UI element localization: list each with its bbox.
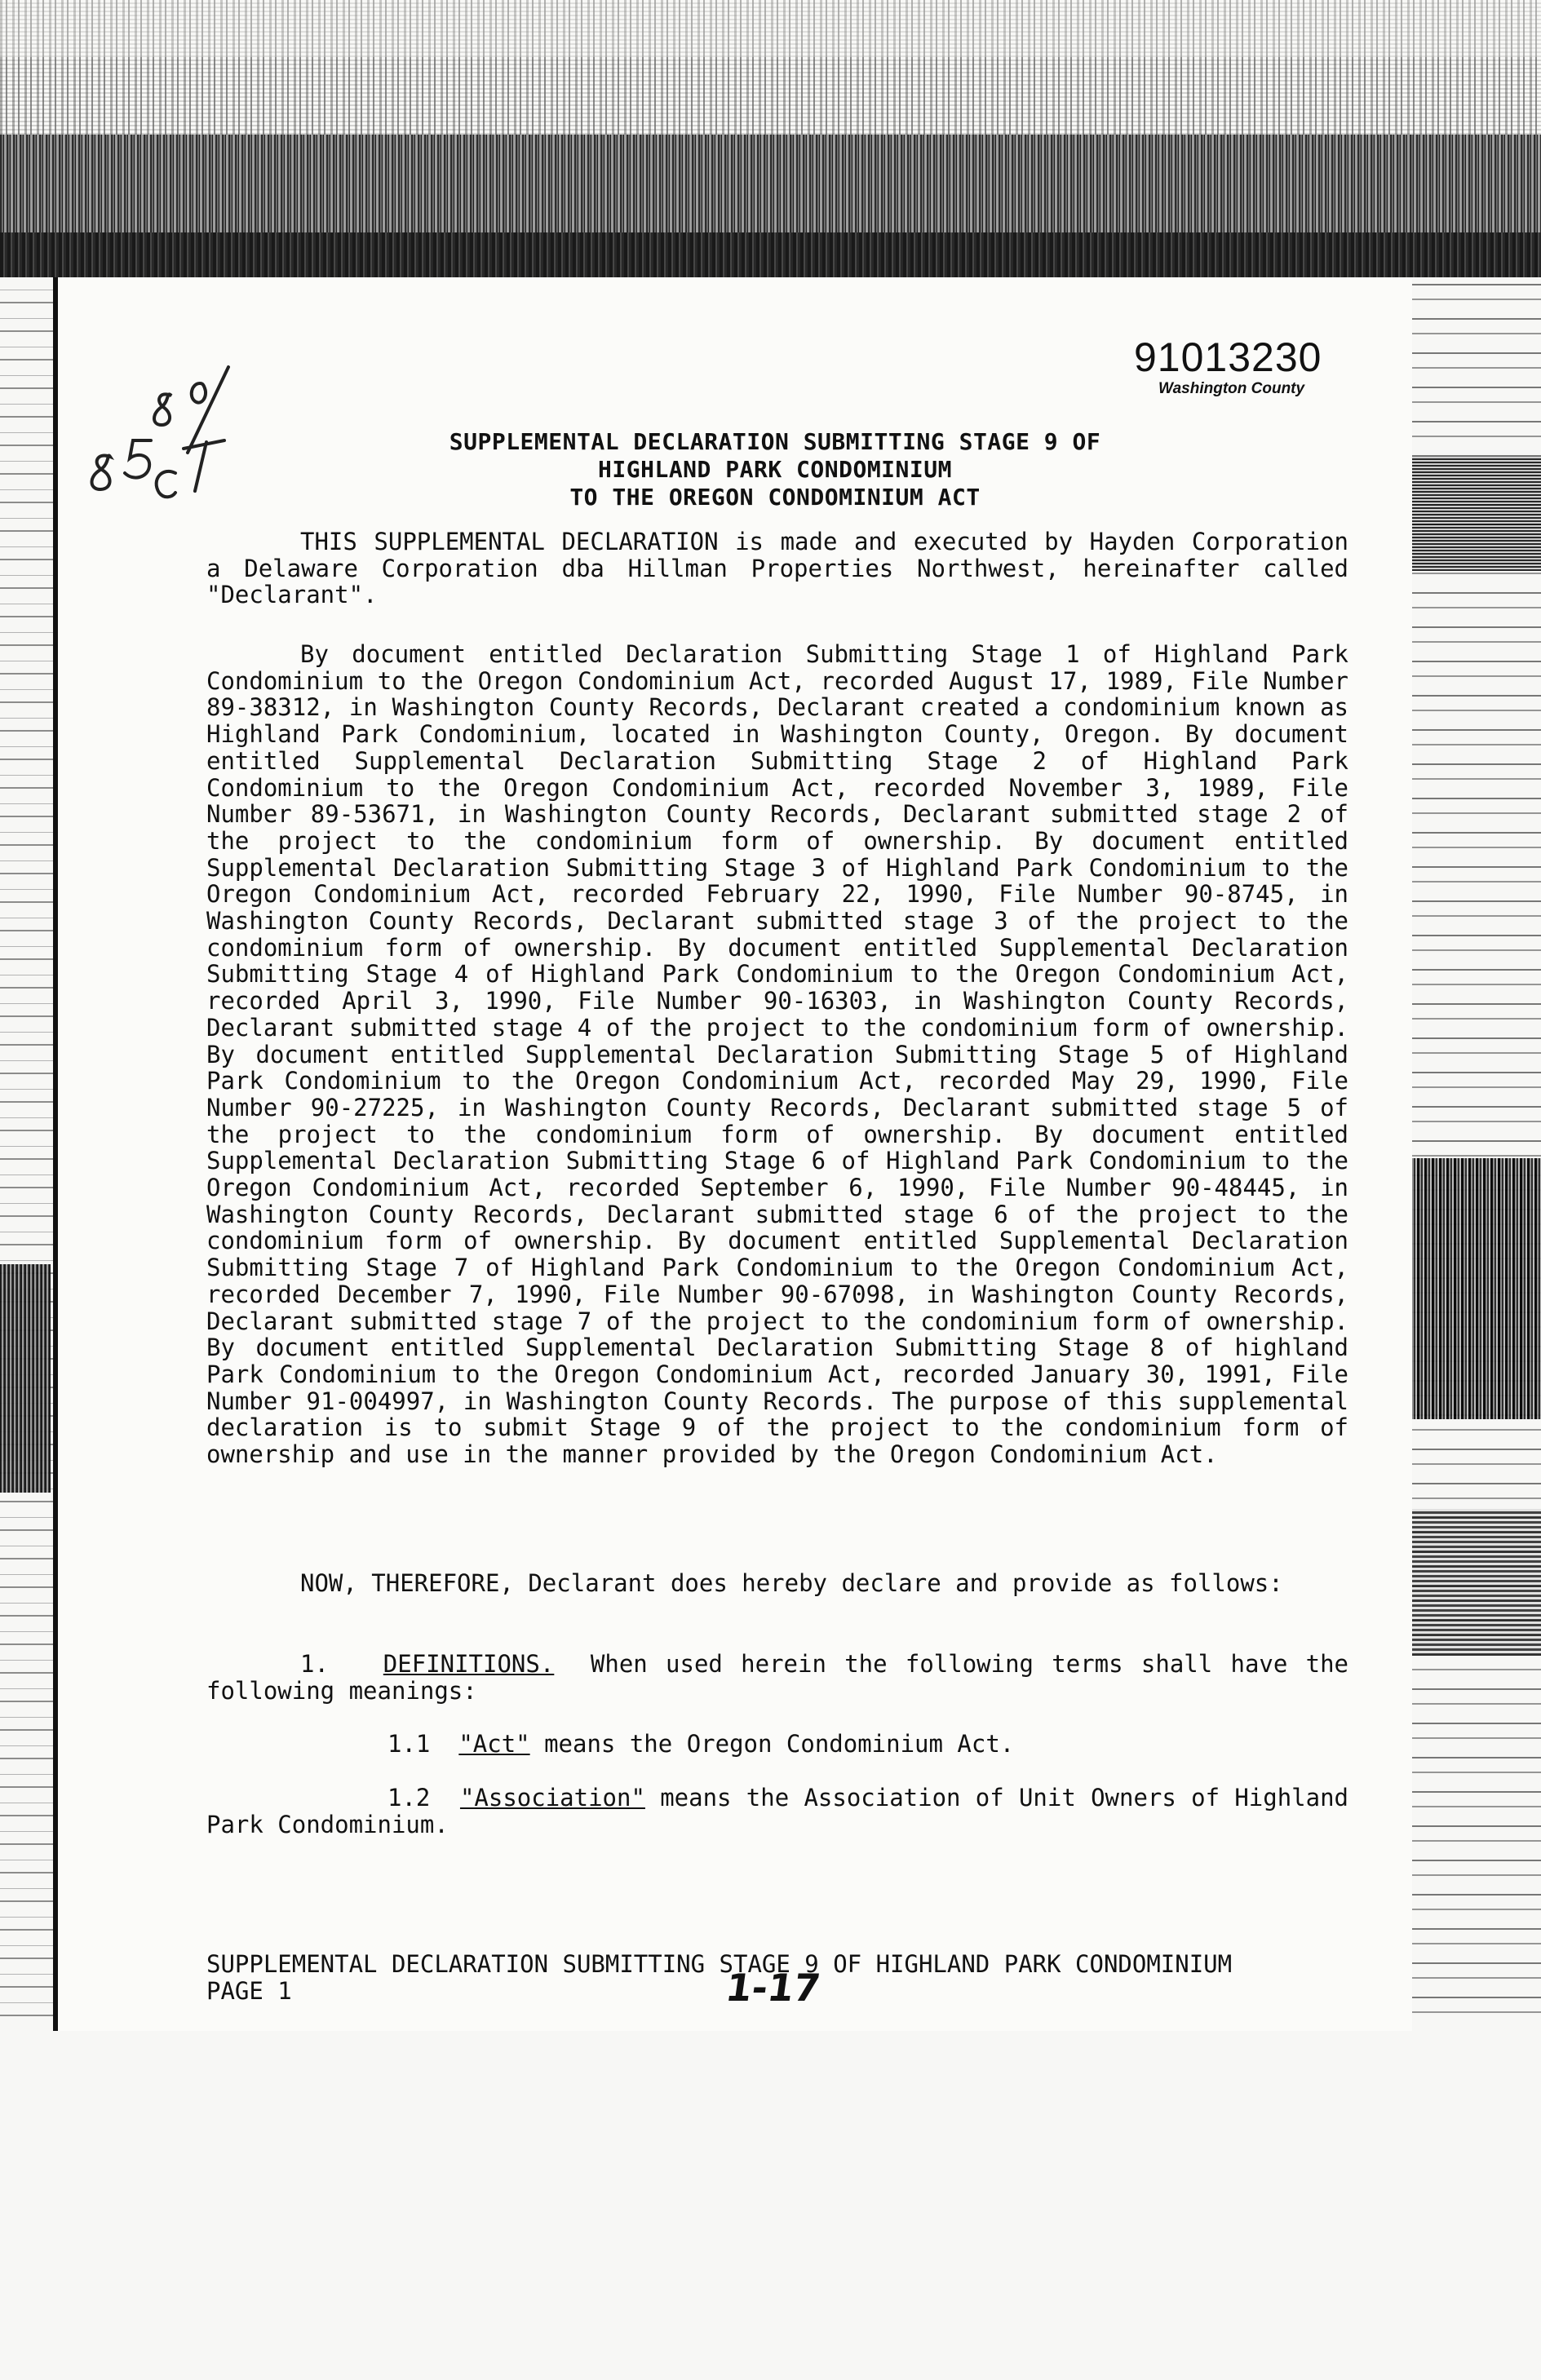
scan-noise-left [0,1264,51,1493]
section-number: 1. [300,1650,329,1678]
recording-stamp [1134,334,1322,398]
definition-meaning: means the Oregon Condominium Act. [544,1730,1015,1758]
footer-title: SUPPLEMENTAL DECLARATION SUBMITTING STAGE 9 OF HIGHLAND PARK CONDOMINIUM [206,1950,1233,1978]
footer-page-number: PAGE 1 [206,1977,292,2005]
document-title [204,428,1346,511]
recording-number: 91013230 [1134,334,1322,380]
definition-number: 1.2 [387,1784,431,1812]
scan-noise-top [0,232,1541,277]
scan-noise-right [1410,1158,1541,1419]
recitals-paragraph: By document entitled Declaration Submitting Stage 1 of Highland Park Condominium to the Oregon Condominium Act, recorded August 17, 1989, File Number 89-38312, in Washington County Records, Declarant created a condominium known as Highland Park Condominium, located in Washington County, Oregon. By document entitled Supplemental Declaration Submitting Stage 2 of Highland Park Condominium to the Oregon Condominium Act, recorded November 3, 1989, File Number 89-53671, in Washington County Records, Declarant submitted stage 2 of the project to the condominium form of ownership. By document entitled Supplemental Declaration Submitting Stage 3 of Highland Park Condominium to the Oregon Condominium Act, recorded February 22, 1990, File Number 90-8745, in Washington County Records, Declarant submitted stage 3 of the project to the condominium form of ownership. By document entitled Supplemental Declaration Submitting Stage 4 of Highland Park Condominium to the Oregon Condominium Act, recorded April 3, 1990, File Number 90-16303, in Washington County Records, Declarant submitted stage 4 of the project to the condominium form of ownership. By document entitled Supplemental Declaration Submitting Stage 5 of Highland Park Condominium to the Oregon Condominium Act, recorded May 29, 1990, File Number 90-27225, in Washington County Records, Declarant submitted stage 5 of the project to the condominium form of ownership. By document entitled Supplemental Declaration Submitting Stage 6 of Highland Park Condominium to the Oregon Condominium Act, recorded September 6, 1990, File Number 90-48445, in Washington County Records, Declarant submitted stage 6 of the project to the condominium form of ownership. By document entitled Supplemental Declaration Submitting Stage 7 of Highland Park Condominium to the Oregon Condominium Act, recorded December 7, 1990, File Number 90-67098, in Washington County Records, Declarant submitted stage 7 of the project to the condominium form of ownership. By document entitled Supplemental Declaration Submitting Stage 8 of highland Park Condominium to the Oregon Condominium Act, recorded January 30, 1991, File Number 91-004997, in Washington County Records. The purpose of this supplemental declaration is to submit Stage 9 of the project to the condominium form of ownership and use in the manner provided by the Oregon Condominium Act. [206,640,1348,1469]
scan-noise-right [1410,457,1541,571]
section-heading: DEFINITIONS. [383,1650,555,1678]
scan-noise-top [0,57,1541,135]
now-therefore-paragraph: NOW, THEREFORE, Declarant does hereby declare and provide as follows: [300,1569,1283,1597]
definition-term: "Association" [459,1784,645,1812]
scan-noise-top [0,135,1541,232]
document-title-line: SUPPLEMENTAL DECLARATION SUBMITTING STAGE 9 OF [449,428,1101,455]
definition-term: "Act" [458,1730,530,1758]
intro-paragraph: THIS SUPPLEMENTAL DECLARATION is made and executed by Hayden Corporation a Delaware Corporation dba Hillman Properties Northwest, hereinafter called "Declarant". [206,528,1348,609]
definition-item [206,1785,1348,1838]
document-title-line: TO THE OREGON CONDOMINIUM ACT [569,484,981,511]
document-title-line: HIGHLAND PARK CONDOMINIUM [598,456,952,483]
recording-county: Washington County [1158,380,1305,397]
scan-noise-left [0,277,53,2031]
definitions-section [206,1651,1348,1704]
section-intro: When used herein the following terms shall have the following meanings: [206,1650,1348,1705]
definition-meaning: means the Association of Unit Owners of Highland Park Condominium. [206,1784,1348,1838]
definition-number: 1.1 [387,1730,431,1758]
handwritten-page-number: 1-17 [723,1966,823,2010]
scan-noise-right [1410,1509,1541,1656]
scan-noise-top [0,0,1541,57]
definition-item [387,1731,1350,1758]
